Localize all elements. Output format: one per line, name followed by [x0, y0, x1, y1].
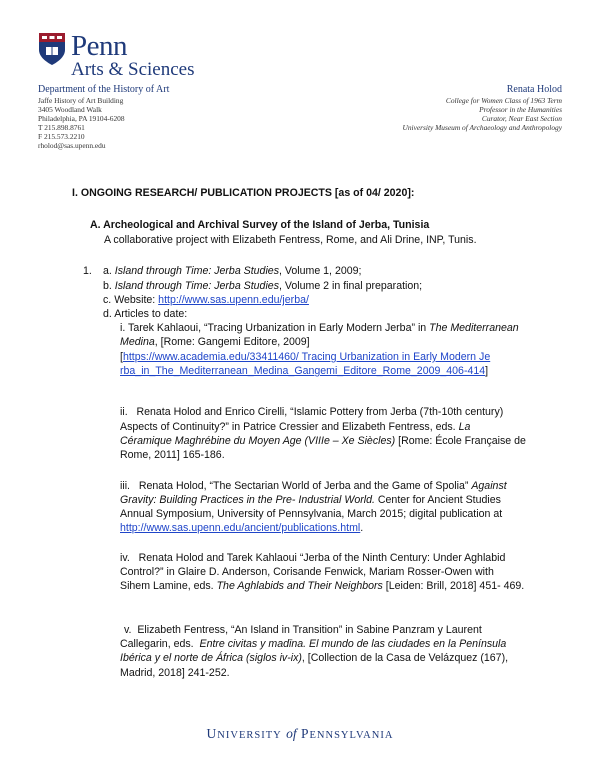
bracket: [ — [120, 351, 123, 363]
article-3-line — [120, 493, 501, 507]
article-venue: Against — [471, 480, 507, 492]
article-text: , [Collection de la Casa de Velázquez (167), — [301, 652, 509, 664]
department-address-block — [38, 84, 268, 150]
article-venue: The Aghlabids and Their Neighbors — [216, 580, 383, 592]
list-item-c — [103, 293, 309, 307]
article-4-line: iv. Renata Holod and Tarek Kahlaoui “Jerba of the Ninth Century: Under Aghlabid — [120, 552, 506, 564]
penn-shield-icon — [38, 32, 66, 66]
book-detail: , Volume 1, 2009; — [279, 265, 362, 277]
person-title-line: College for Women Class of 1963 Term — [445, 96, 562, 105]
article-2-line: Rome, 2011] 165-186. — [120, 449, 225, 461]
logo-arts-text: Arts & Sciences — [71, 59, 195, 80]
article-1-link[interactable]: https://www.academia.edu/33411460/ Tracing Urbanization in Early Modern Je — [122, 351, 491, 363]
department-name: Department of the History of Art — [38, 84, 170, 95]
footer-letter: P — [300, 726, 310, 741]
subsection-intro: A collaborative project with Elizabeth Fentress, Rome, and Ali Drine, INP, Tunis. — [104, 234, 477, 246]
book-detail: , Volume 2 in final preparation; — [279, 280, 423, 292]
article-4-line: Control?” in Glaire D. Anderson, Corisande Fenwick, Mariam Rosser-Owen with — [120, 566, 494, 578]
article-venue: La — [458, 421, 471, 433]
article-1-line — [120, 335, 310, 349]
article-1-link-line — [120, 350, 490, 364]
department-line: Philadelphia, PA 19104-6208 — [38, 114, 125, 123]
article-5-line — [120, 637, 506, 651]
article-3-link[interactable]: http://www.sas.upenn.edu/ancient/publications.html — [120, 522, 361, 534]
subsection-heading: A. Archeological and Archival Survey of the Island of Jerba, Tunisia — [90, 219, 430, 231]
list-item-a — [103, 264, 361, 278]
article-text: iii. Renata Holod, “The Sectarian World of Jerba and the Game of Spolia” — [120, 480, 472, 492]
article-1-link[interactable]: rba_in_The_Mediterranean_Medina_Gangemi_Editore_Rome_2009_406-414 — [120, 365, 486, 377]
department-email: rholod@sas.upenn.edu — [38, 141, 106, 150]
article-1-link-line — [120, 364, 488, 378]
article-venue: Gravity: Building Practices in the Pre- Industrial World. — [120, 494, 375, 506]
article-venue: Ibérica y el norte de África (siglos iv-ix) — [120, 652, 302, 664]
logo-penn-text: Penn — [71, 30, 127, 62]
article-text: Sihem Lamine, eds. — [120, 580, 217, 592]
list-number: 1. — [83, 265, 92, 277]
article-text: [Leiden: Brill, 2018] 451- 469. — [382, 580, 525, 592]
article-text: , [Rome: Gangemi Editore, 2009] — [154, 336, 310, 348]
book-title: Island through Time: Jerba Studies — [114, 280, 279, 292]
person-title-block — [282, 84, 562, 132]
website-link[interactable]: http://www.sas.upenn.edu/jerba/ — [158, 294, 309, 306]
person-title-line: Curator, Near East Section — [481, 114, 562, 123]
footer-of: of — [286, 726, 297, 741]
list-item-b — [103, 279, 422, 293]
article-3-line — [120, 479, 507, 493]
article-3-line: Annual Symposium, University of Pennsylvania, March 2015; digital publication at — [120, 508, 503, 520]
department-fax: F 215.573.2210 — [38, 132, 85, 141]
list-marker: d. — [103, 308, 112, 320]
article-venue: The Mediterranean — [429, 322, 519, 334]
footer-university-wordmark — [0, 726, 600, 742]
articles-label: Articles to date: — [114, 308, 188, 320]
article-2-line: ii. Renata Holod and Enrico Cirelli, “Islamic Pottery from Jerba (7th-10th century) — [120, 406, 504, 418]
person-title-line: Professor in the Humanities — [479, 105, 562, 114]
article-text: . — [360, 522, 364, 534]
penn-arts-sciences-logo — [38, 32, 198, 78]
list-item-d — [103, 307, 187, 321]
article-4-line — [120, 579, 524, 593]
article-text: [Rome: École Française de — [395, 435, 526, 447]
section-heading: I. ONGOING RESEARCH/ PUBLICATION PROJECTS [as of 04/ 2020]: — [72, 187, 415, 199]
website-label: Website: — [114, 294, 159, 306]
department-line: Jaffe History of Art Building — [38, 96, 124, 105]
person-title-line: University Museum of Archaeology and Anthropology — [402, 123, 562, 132]
article-3-line — [120, 521, 363, 535]
article-venue: Medina — [120, 336, 155, 348]
article-venue: Céramique Maghrébine du Moyen Age (VIIIe – Xe Siècles) — [120, 435, 396, 447]
article-text: i. Tarek Kahlaoui, “Tracing Urbanization in Early Modern Jerba” in — [120, 322, 430, 334]
bracket: ] — [485, 365, 489, 377]
article-2-line — [120, 420, 470, 434]
article-text: Aspects of Continuity?” in Patrice Cressier and Elizabeth Fentress, eds. — [120, 421, 459, 433]
footer-letter: U — [206, 726, 218, 741]
book-title: Island through Time: Jerba Studies — [114, 265, 279, 277]
article-2-line — [120, 434, 526, 448]
article-text: Callegarin, eds. — [120, 638, 200, 650]
article-5-line: v. Elizabeth Fentress, “An Island in Transition” in Sabine Panzram y Laurent — [124, 624, 482, 636]
department-line: 3405 Woodland Walk — [38, 105, 102, 114]
article-1-line — [120, 321, 519, 335]
list-marker: a. — [103, 265, 112, 277]
article-text: Center for Ancient Studies — [374, 494, 501, 506]
article-5-line — [120, 651, 508, 665]
list-marker: b. — [103, 280, 112, 292]
article-5-line: Madrid, 2018] 241-252. — [120, 667, 230, 679]
list-marker: c. — [103, 294, 112, 306]
footer-letters: NIVERSITY — [217, 730, 282, 741]
person-name: Renata Holod — [506, 84, 562, 95]
department-phone: T 215.898.8761 — [38, 123, 85, 132]
footer-letters: ENNSYLVANIA — [309, 730, 394, 741]
article-venue: Entre civitas y madīna. El mundo de las ciudades en la Península — [199, 638, 507, 650]
